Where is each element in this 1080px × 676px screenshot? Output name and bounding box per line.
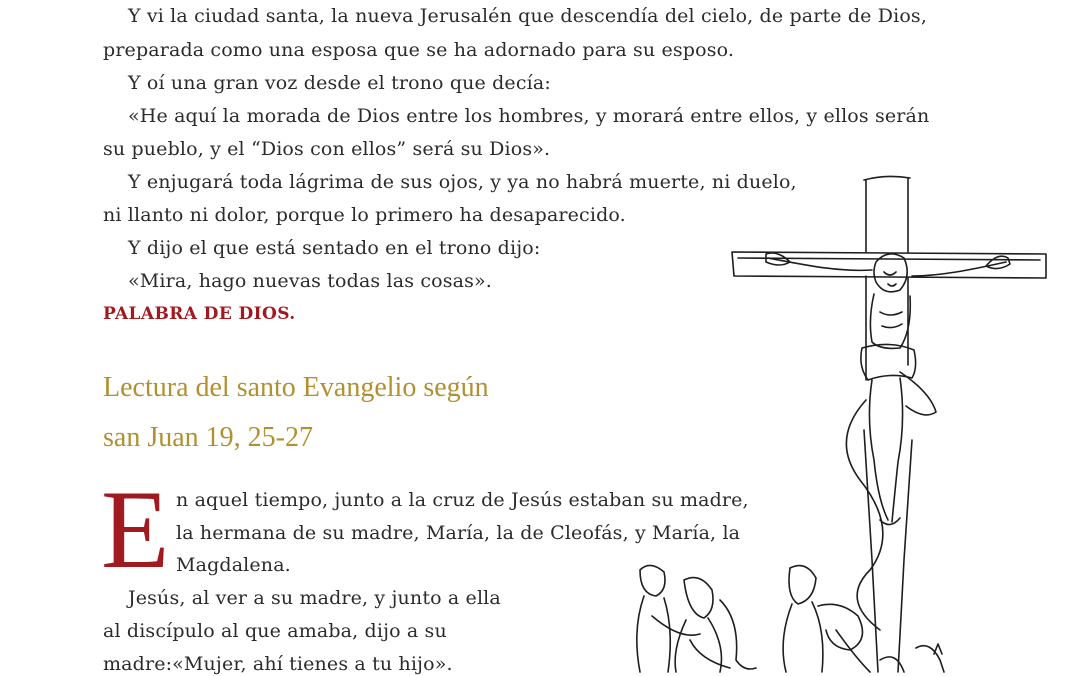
- christ-figure: [766, 253, 1010, 630]
- gospel-line-3: Magdalena.: [176, 554, 291, 576]
- gospel-line-4: Jesús, al ver a su madre, y junto a ella: [128, 587, 501, 609]
- crucifixion-illustration: [600, 170, 1060, 675]
- gospel-heading-line-2: san Juan 19, 25-27: [103, 422, 313, 453]
- reading-line-3: Y oí una gran voz desde el trono que decía:: [128, 72, 551, 94]
- gospel-line-2: la hermana de su madre, María, la de Cleofás, y María, la: [176, 522, 741, 544]
- reading-line-7: ni llanto ni dolor, porque lo primero ha desaparecido.: [103, 204, 626, 226]
- gospel-line-1: n aquel tiempo, junto a la cruz de Jesús estaban su madre,: [176, 489, 749, 511]
- reading-line-2: preparada como una esposa que se ha adornado para su esposo.: [103, 39, 735, 61]
- mourning-figures: [637, 565, 944, 672]
- cross-icon: [732, 176, 1046, 672]
- drop-cap: E: [101, 468, 170, 592]
- reading-line-8: Y dijo el que está sentado en el trono dijo:: [128, 237, 541, 259]
- reading-line-4: «He aquí la morada de Dios entre los hombres, y morará entre ellos, y ellos serán: [128, 105, 930, 127]
- reading-line-6: Y enjugará toda lágrima de sus ojos, y ya no habrá muerte, ni duelo,: [128, 171, 797, 193]
- gospel-line-6: madre:«Mujer, ahí tienes a tu hijo».: [103, 653, 453, 675]
- gospel-heading-line-1: Lectura del santo Evangelio según: [103, 372, 489, 403]
- word-of-god-closing: PALABRA DE DIOS.: [103, 304, 296, 324]
- reading-line-1: Y vi la ciudad santa, la nueva Jerusalén que descendía del cielo, de parte de Dios,: [128, 5, 928, 27]
- reading-line-5: su pueblo, y el “Dios con ellos” será su Dios».: [103, 138, 551, 160]
- reading-line-9: «Mira, hago nuevas todas las cosas».: [128, 270, 492, 292]
- gospel-line-5: al discípulo al que amaba, dijo a su: [103, 620, 447, 642]
